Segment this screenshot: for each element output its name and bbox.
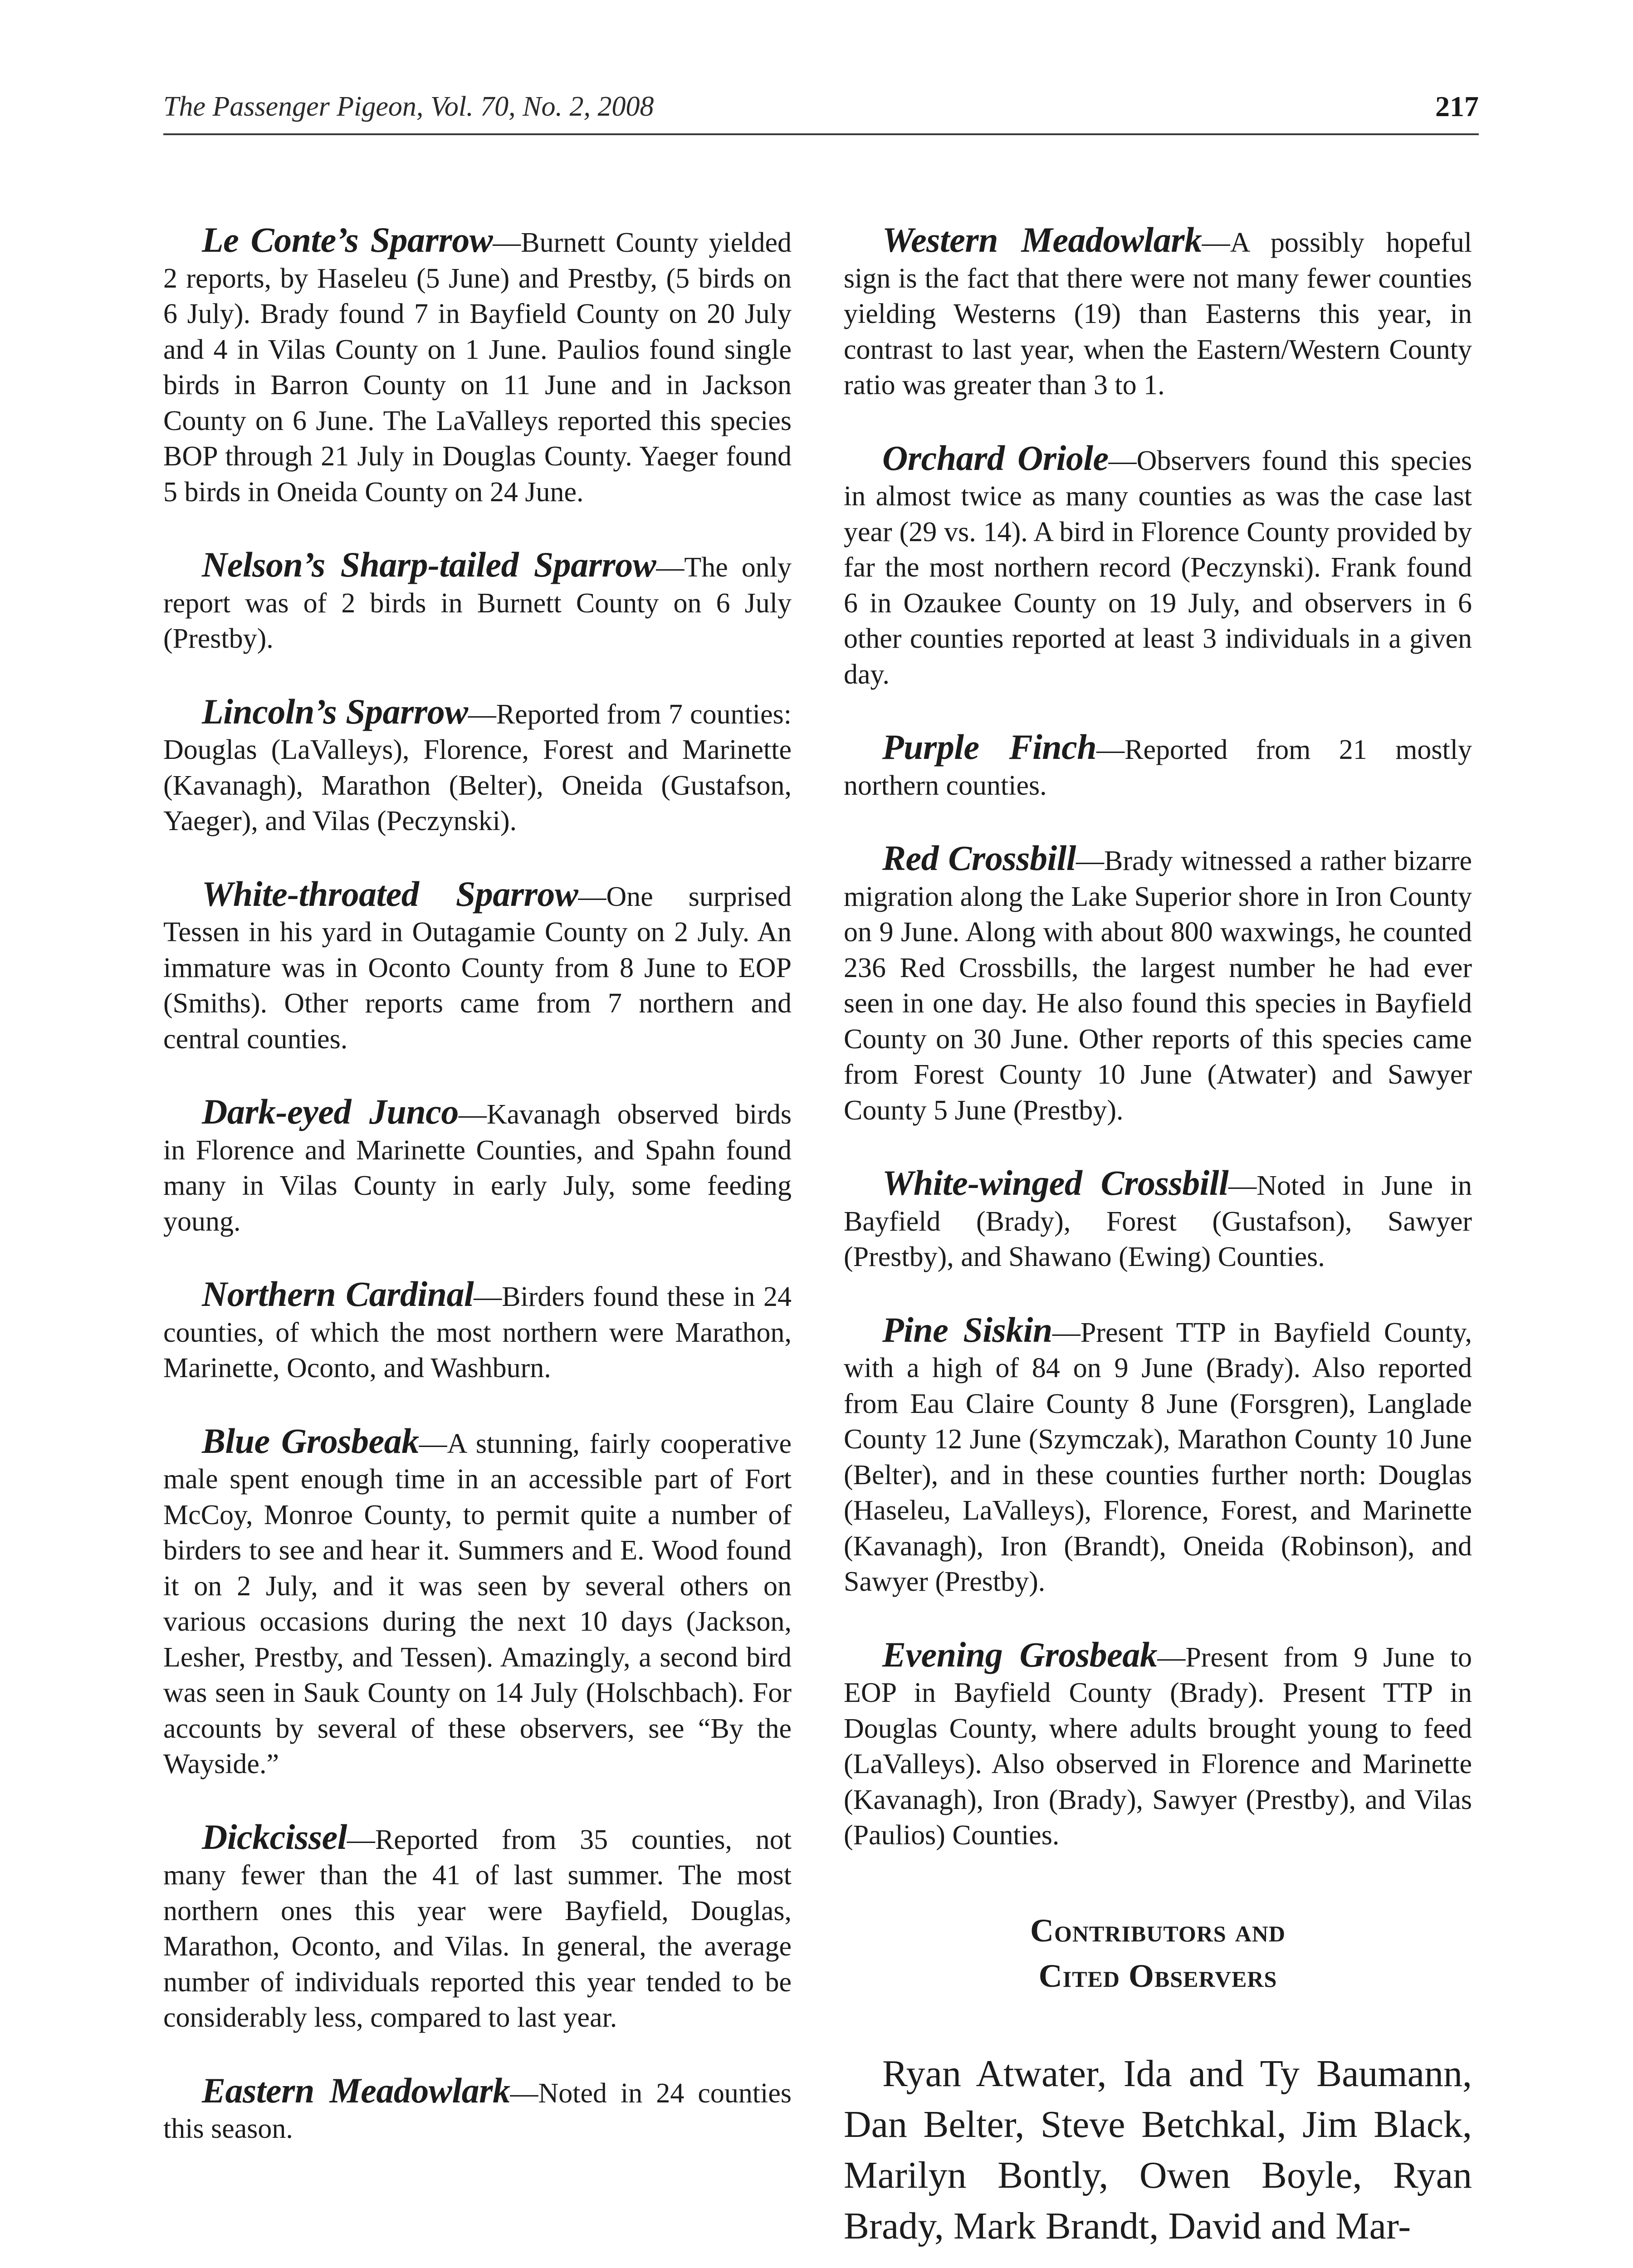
left-column xyxy=(163,222,792,2184)
contributors-list: Ryan Atwater, Ida and Ty Baumann, Dan Belter, Steve Betchkal, Jim Black, Marilyn Bontly, Owen Boyle, Ryan Brady, Mark Brandt, David and Mar- xyxy=(844,2052,1472,2247)
species-name: Le Conte’s Sparrow xyxy=(202,220,493,259)
species-entry xyxy=(163,2070,792,2147)
section-heading-line-1: Contributors and xyxy=(1030,1912,1286,1949)
species-entry xyxy=(163,1276,792,1386)
species-entry xyxy=(844,1312,1472,1600)
species-name: Red Crossbill xyxy=(882,838,1076,878)
species-entry xyxy=(844,838,1472,1128)
species-name: Lincoln’s Sparrow xyxy=(202,691,468,731)
species-account: —Brady witnessed a rather bizarre migration along the Lake Superior shore in Iron County on 9 June. Along with about 800 waxwings, he counted 236 Red Crossbills, the largest number he had ever seen in one day. He also found this species in Bayfield County on 30 June. Other reports of this species came from Forest County 10 June (Atwater) and Sawyer County 5 June (Prestby). xyxy=(844,846,1472,1126)
section-heading-line-2: Cited Observers xyxy=(1038,1957,1277,1994)
species-name: Purple Finch xyxy=(882,727,1097,767)
species-account: —A stunning, fairly cooperative male spent enough time in an accessible part of Fort McCoy, Monroe County, to permit quite a number of birders to see and hear it. Summers and E. Wood found it on 2 July, and it was seen by several others on various occasions during the next 10 days (Jackson, Lesher, Prestby, and Tessen). Amazingly, a second bird was seen in Sauk County on 14 July (Holschbach). For accounts by several of these observers, see “By the Wayside.” xyxy=(163,1428,792,1779)
species-entry xyxy=(844,440,1472,693)
species-name: Western Meadowlark xyxy=(882,220,1202,259)
species-entry xyxy=(163,691,792,839)
species-account: —Present TTP in Bayfield County, with a high of 84 on 9 June (Brady). Also reported from Eau Claire County 8 June (Forsgren), Langlade County 12 June (Szymczak), Marathon County 10 June (Belter), and in these counties further north: Douglas (Haseleu, LaValleys), Florence, Forest, and Marinette (Kavanagh), Iron (Brandt), Oneida (Robinson), and Sawyer (Prestby). xyxy=(844,1317,1472,1597)
species-entry xyxy=(844,1165,1472,1275)
species-entry xyxy=(844,222,1472,403)
running-head xyxy=(163,83,1479,135)
species-name: Blue Grosbeak xyxy=(202,1421,419,1461)
page-number: 217 xyxy=(1435,90,1479,122)
species-entry xyxy=(844,1634,1472,1853)
species-name: White-winged Crossbill xyxy=(882,1163,1229,1202)
journal-citation: The Passenger Pigeon, Vol. 70, No. 2, 2008 xyxy=(163,91,654,122)
species-entry xyxy=(163,1819,792,2036)
right-column xyxy=(844,222,1472,2252)
species-name: Eastern Meadowlark xyxy=(202,2070,510,2110)
species-account: —Burnett County yielded 2 reports, by Haseleu (5 June) and Prestby, (5 birds on 6 July). Brady found 7 in Bayfield County on 20 July and 4 in Vilas County on 1 June. Paulios found single birds in Barron County on 11 June and in Jackson County on 6 June. The LaValleys reported this species BOP through 21 July in Douglas County. Yaeger found 5 birds in Oneida County on 24 June. xyxy=(163,227,792,508)
species-entry xyxy=(163,1423,792,1782)
species-account: —Noted in June in Bayfield (Brady), Forest (Gustafson), Sawyer (Prestby), and Shawano (Ewing) Counties. xyxy=(844,1170,1472,1272)
species-account: —Reported from 35 counties, not many fewer than the 41 of last summer. The most northern ones this year were Bayfield, Douglas, Marathon, Oconto, and Vilas. In general, the average number of individuals reported this year tended to be considerably less, compared to last year. xyxy=(163,1824,792,2033)
species-entry xyxy=(163,222,792,510)
species-name: Nelson’s Sharp-tailed Sparrow xyxy=(202,545,656,584)
species-name: Dark-eyed Junco xyxy=(202,1092,459,1131)
species-name: Pine Siskin xyxy=(882,1310,1052,1349)
species-account: —Kavanagh observed birds in Florence and Marinette Counties, and Spahn found many in Vilas County in early July, some feeding young. xyxy=(163,1099,792,1237)
species-name: White-throated Sparrow xyxy=(202,874,578,914)
species-entry xyxy=(163,1094,792,1239)
species-name: Dickcissel xyxy=(202,1817,347,1857)
species-name: Northern Cardinal xyxy=(202,1274,474,1314)
species-account: —Observers found this species in almost twice as many counties as was the case last year (29 vs. 14). A bird in Florence County provided by far the most northern record (Peczynski). Frank found 6 in Ozaukee County on 19 July, and observers in 6 other counties reported at least 3 individuals in a given day. xyxy=(844,445,1472,690)
species-account: —The only report was of 2 birds in Burnett County on 6 July (Prestby). xyxy=(163,552,792,654)
species-account: —Present from 9 June to EOP in Bayfield County (Brady). Present TTP in Douglas County, where adults brought young to feed (LaValleys). Also observed in Florence and Marinette (Kavanagh), Iron (Brady), Sawyer (Prestby), and Vilas (Paulios) Counties. xyxy=(844,1642,1472,1851)
species-account: —One surprised Tessen in his yard in Outagamie County on 2 July. An immature was in Oconto County from 8 June to EOP (Smiths). Other reports came from 7 northern and central counties. xyxy=(163,881,792,1055)
section-heading xyxy=(844,1908,1472,1999)
species-account: —Reported from 21 mostly northern counties. xyxy=(844,734,1472,801)
species-account: —Noted in 24 counties this season. xyxy=(163,2077,792,2144)
species-account: —A possibly hopeful sign is the fact that there were not many fewer counties yielding Westerns (19) than Easterns this year, in contrast to last year, when the Eastern/Western County ratio was greater than 3 to 1. xyxy=(844,227,1472,401)
species-account: —Reported from 7 counties: Douglas (LaValleys), Florence, Forest and Marinette (Kavanagh), Marathon (Belter), Oneida (Gustafson, Yaeger), and Vilas (Peczynski). xyxy=(163,699,792,836)
species-account: —Birders found these in 24 counties, of which the most northern were Marathon, Marinette, Oconto, and Washburn. xyxy=(163,1281,792,1383)
species-entry xyxy=(163,547,792,657)
species-name: Orchard Oriole xyxy=(882,438,1109,478)
species-entry xyxy=(163,876,792,1057)
species-entry xyxy=(844,729,1472,803)
species-name: Evening Grosbeak xyxy=(882,1634,1158,1674)
